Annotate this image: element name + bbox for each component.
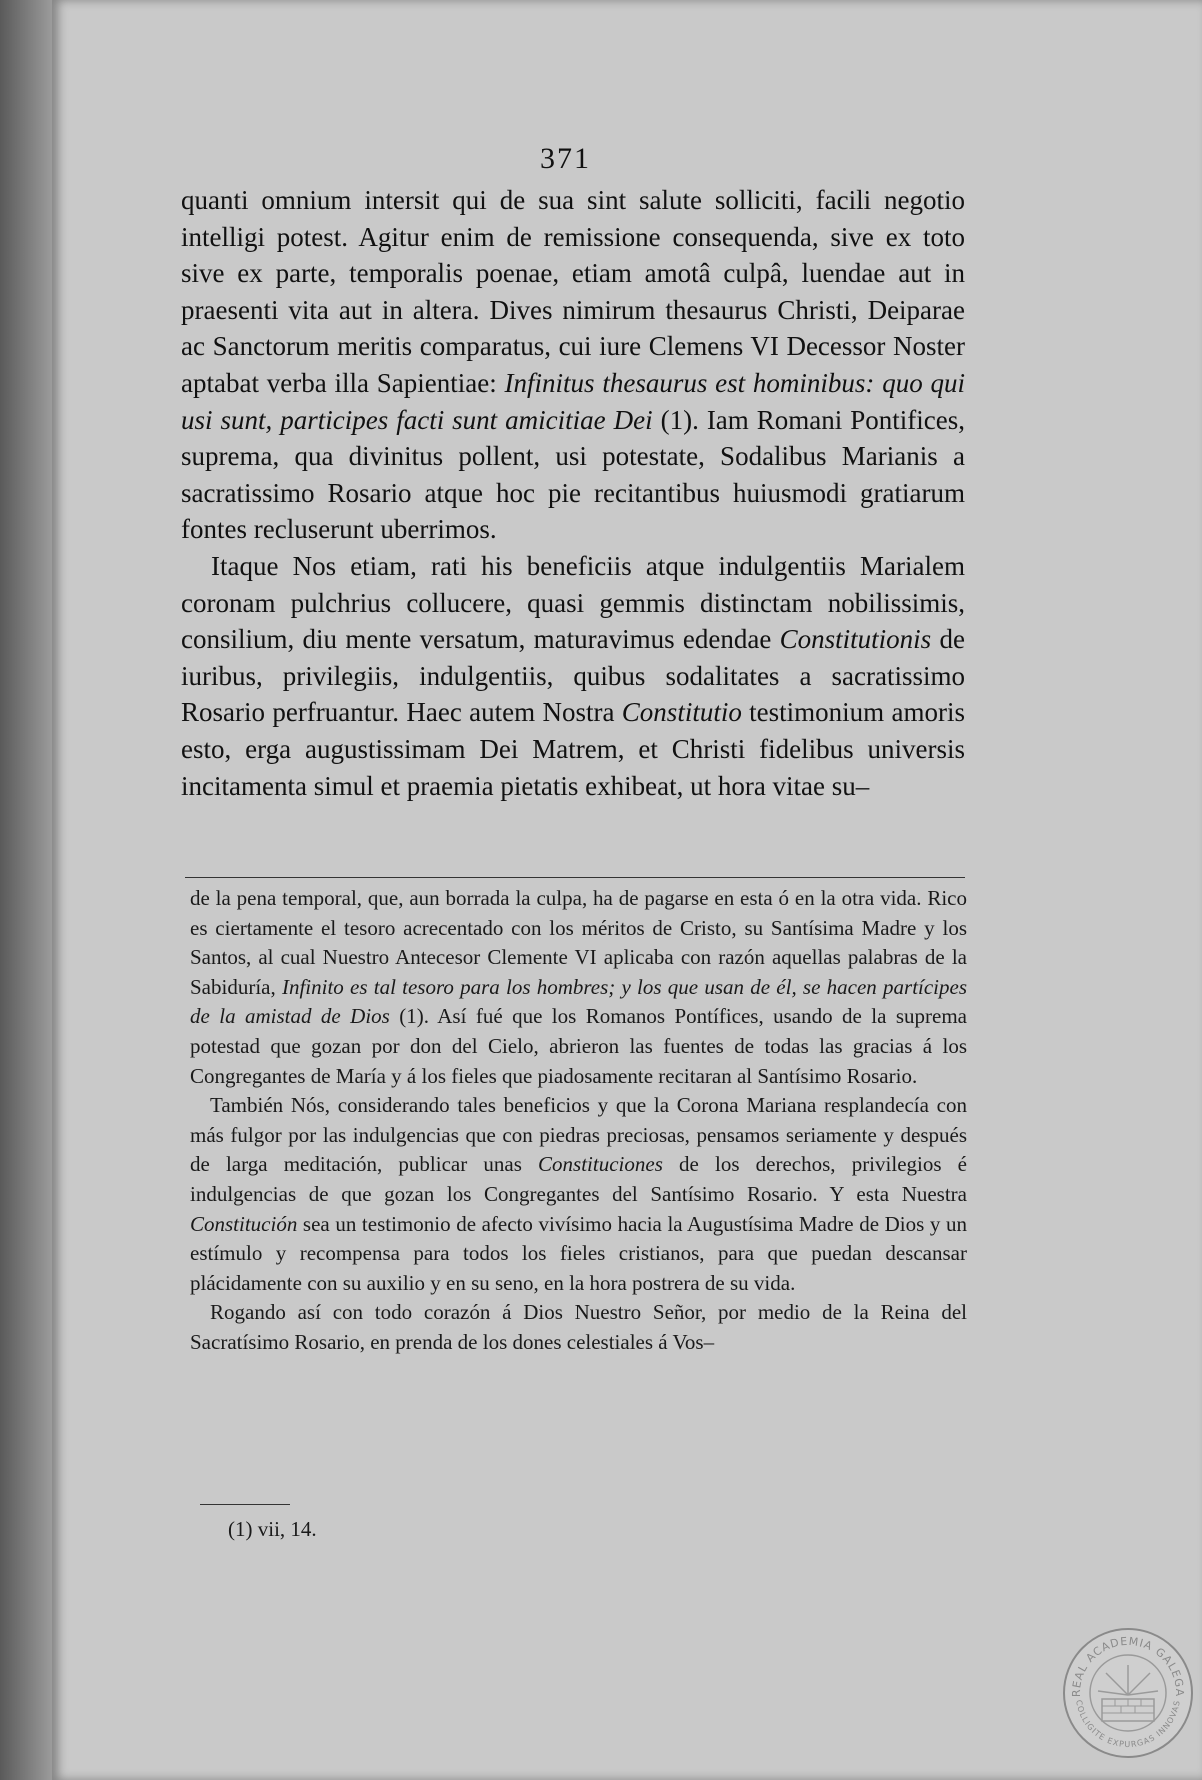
latin-quote: Infinitus thesaurus est hominibus: quo qui usi sunt, participes facti sunt amicitiae Dei: [181, 367, 965, 435]
latin-paragraph-2: Itaque Nos etiam, rati his beneficiis atque indulgentiis Marialem coronam pulchrius collucere, quasi gemmis distinctam nobilissimis, consilium, diu mente versatum, maturavimus edendae Constitutionis de iuribus, privilegiis, indulgentiis, quibus sodalitates a sacratissimo Rosario perfruantur. Haec autem Nostra Constitutio testimonium amoris esto, erga augustissimam Dei Matrem, et Christi fidelibus universis incitamenta simul et praemia pietatis exhibeat, ut hora vitae su–: [181, 550, 965, 801]
spanish-quote: Infinito es tal tesoro para los hombres; y los que usan de él, se hacen partícipes de la amistad de Dios: [190, 974, 968, 1029]
svg-text:COLLIGITE EXPURGAS INNOVAS: COLLIGITE EXPURGAS INNOVAS: [1074, 1699, 1182, 1750]
spanish-paragraph-1: de la pena temporal, que, aun borrada la culpa, ha de pagarse en esta ó en la otra vida. Rico es ciertamente el tesoro acrecentado con los méritos de Cristo, su Santísima Madre y los Santos, al cual Nuestro Antecesor Clemente VI aplicaba con razón aquellas palabras de la Sabiduría, Infinito es tal tesoro para los hombres; y los que usan de él, se hacen partícipes de la amistad de Dios (1). Así fué que los Romanos Pontífices, usando de la suprema potestad que gozan por don del Cielo, abrieron las fuentes de todas las gracias á los Congregantes de María y á los fieles que piadosamente recitaran al Santísimo Rosario.: [190, 886, 968, 1088]
spanish-paragraph-3: Rogando así con todo corazón á Dios Nuestro Señor, por medio de la Reina del Sacratísimo Rosario, en prenda de los dones celestiales á Vos–: [190, 1300, 967, 1354]
footnote-divider: [200, 1504, 290, 1505]
page-number: 371: [540, 142, 591, 175]
latin-paragraph-1: quanti omnium intersit qui de sua sint salute solliciti, facili negotio intelligi potest. Agitur enim de remissione consequenda, sive ex toto sive ex parte, temporalis poenae, etiam amotâ culpâ, luendae aut in praesenti vita aut in altera. Dives nimirum thesaurus Christi, Deiparae ac Sanctorum meritis comparatus, cui iure Clemens VI Decessor Noster aptabat verba illa Sapientiae: Infinitus thesaurus est hominibus: quo qui usi sunt, participes facti sunt amicitiae Dei (1). Iam Romani Pontifices, suprema, qua divinitus pollent, usi potestate, Sodalibus Marianis a sacratissimo Rosario atque hoc pie recitantibus huiusmodi gratiarum fontes recluserunt uberrimos.: [181, 185, 965, 545]
spanish-translation: [190, 884, 967, 1358]
library-stamp: [1060, 1625, 1196, 1761]
latin-text: [181, 182, 965, 804]
stamp-seal-icon: [1060, 1625, 1196, 1761]
section-divider: [185, 877, 965, 878]
footnote: (1) vii, 14.: [228, 1517, 317, 1541]
svg-text:REAL ACADEMIA GALEGA: REAL ACADEMIA GALEGA: [1069, 1634, 1187, 1698]
spanish-paragraph-2: También Nós, considerando tales beneficios y que la Corona Mariana resplandecía con más fulgor por las indulgencias que con piedras preciosas, pensamos seriamente y después de larga meditación, publicar unas Constituciones de los derechos, privilegios é indulgencias de que gozan los Congregantes del Santísimo Rosario. Y esta Nuestra Constitución sea un testimonio de afecto vivísimo hacia la Augustísima Madre de Dios y un estímulo y recompensa para todos los fieles cristianos, para que puedan descansar plácidamente con su auxilio y en su seno, en la hora postrera de su vida.: [190, 1093, 967, 1295]
